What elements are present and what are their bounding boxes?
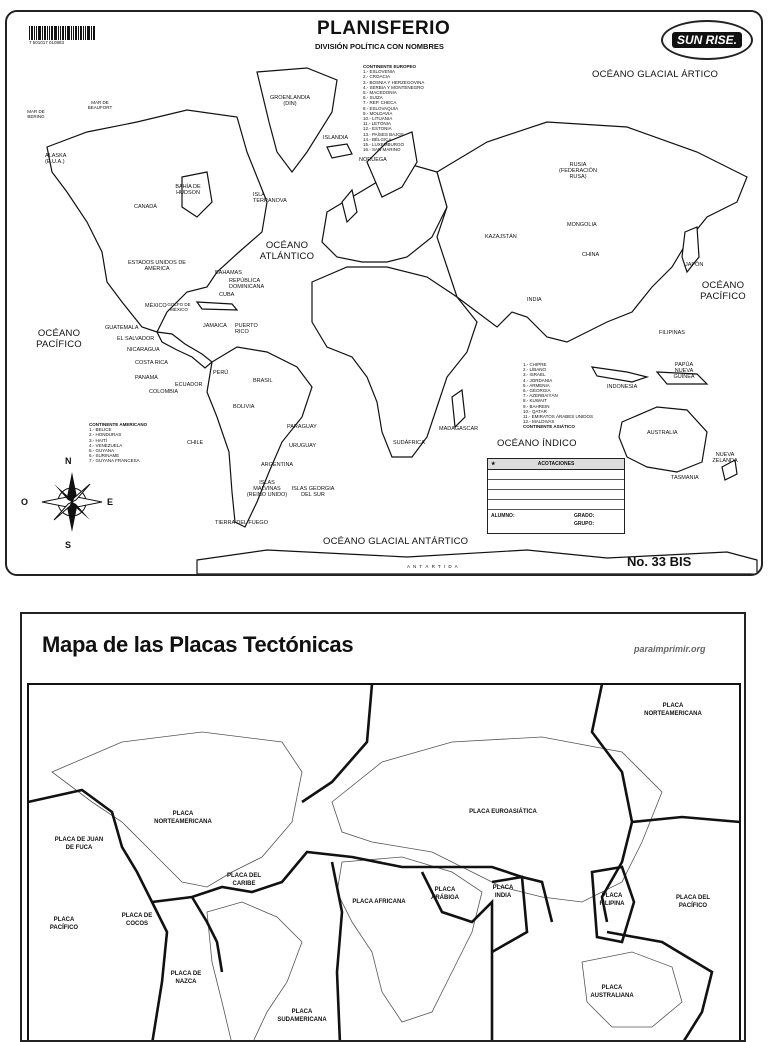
europe-list-item: 16.- SAN MARINO	[363, 147, 401, 153]
indonesia-shape	[592, 367, 647, 382]
asia-list-item: 9.- BAHREIN	[523, 403, 550, 409]
europe-list-item: 8.- ESLOVAQUIA	[363, 105, 399, 111]
label-uruguay: URUGUAY	[289, 443, 317, 449]
europe-list-item: 10.- LITUANIA	[363, 116, 393, 122]
label-ecuador: ECUADOR	[175, 382, 203, 388]
asia-list-item: 7.- AZERBAIYÁN	[523, 393, 558, 399]
asia-list-item: 12.- MALDIVAS	[523, 419, 555, 425]
greenland-shape	[257, 68, 337, 172]
notes-line[interactable]	[488, 480, 624, 490]
iceland-shape	[327, 144, 352, 158]
america-list-title: CONTINENTE AMERICANO	[89, 422, 148, 427]
north-america-shape	[47, 110, 267, 332]
plate-label-pacifico-left: PLACA PACÍFICO	[49, 917, 79, 931]
label-rep-dominicana: REPÚBLICA DOMINICANA	[229, 278, 265, 290]
label-mongolia: MONGOLIA	[567, 222, 597, 228]
america-list-item: 1.- BELICE	[89, 427, 112, 433]
star-icon: ★	[491, 461, 496, 467]
compass-east: E	[107, 497, 114, 507]
alumno-label: ALUMNO:	[491, 513, 515, 519]
asia-list-item: 8.- KUWAIT	[523, 398, 547, 404]
notes-box	[487, 458, 625, 534]
label-groenlandia: GROENLANDIA (DIN)	[270, 95, 311, 107]
asia-list-item: 10.- QATAR	[523, 408, 547, 414]
label-nicaragua: NICARAGUA	[127, 347, 160, 353]
europe-list-item: 7.- REP. CHECA	[363, 100, 397, 106]
tectonic-plates-map-sheet	[20, 612, 746, 1042]
america-list-item: 6.- SURINAME	[89, 453, 120, 459]
label-noruega: NORUEGA	[359, 157, 387, 163]
europe-list-item: 15.- LUXEMBURGO	[363, 142, 405, 148]
plate-label-filipina: PLACA FILIPINA	[599, 893, 625, 907]
cuba-shape	[197, 302, 237, 310]
label-nueva-zelanda: NUEVA ZELANDA	[712, 452, 738, 464]
label-georgia-sur: ISLAS GEORGIA DEL SUR	[291, 486, 335, 498]
label-tierra-fuego: TIERRA DEL FUEGO	[215, 520, 268, 526]
label-china: CHINA	[582, 252, 600, 258]
plate-label-arabiga: PLACA ARÁBIGA	[431, 887, 459, 901]
label-sudafrica: SUDÁFRICA	[393, 440, 425, 446]
asia-list-title: CONTINENTE ASIÁTICO	[523, 424, 575, 430]
europe-list-item: 11.- LETONIA	[363, 121, 391, 127]
plate-label-caribe: PLACA DEL CARIBE	[226, 873, 262, 887]
grado-label: GRADO:	[574, 513, 595, 519]
label-chile: CHILE	[187, 440, 204, 446]
planisferio-map-sheet	[5, 10, 763, 576]
compass-rose	[42, 472, 102, 532]
label-mexico: MÉXICO	[145, 303, 167, 309]
europe-list-items	[363, 69, 424, 152]
europe-list-item: 4.- SERBIA Y MONTENEGRO	[363, 84, 424, 90]
plate-label-sudamericana: PLACA SUDAMERICANA	[277, 1009, 327, 1023]
ocean-pacific-right: OCÉANO PACÍFICO	[700, 280, 746, 302]
asia-list-items	[523, 362, 593, 424]
europe-list-title: CONTINENTE EUROPEO	[363, 64, 417, 69]
grupo-label: GRUPO:	[574, 521, 594, 527]
ocean-atlantic: OCÉANO ATLÁNTICO	[259, 240, 315, 262]
label-filipinas: FILIPINAS	[659, 330, 685, 336]
label-usa: ESTADOS UNIDOS DE AMÉRICA	[128, 260, 186, 272]
label-indonesia: INDONESIA	[607, 384, 638, 390]
asia-list-item: 11.- EMIRATOS ÁRABES UNIDOS	[523, 414, 594, 420]
label-guatemala: GUATEMALA	[105, 325, 139, 331]
page-subtitle: DIVISIÓN POLÍTICA CON NOMBRES	[315, 42, 444, 51]
label-mar-bering: MAR DE BERING	[27, 109, 45, 119]
label-terranova: ISLA TERRANOVA	[253, 192, 287, 204]
label-el-salvador: EL SALVADOR	[117, 336, 155, 342]
label-tasmania: TASMANIA	[671, 475, 699, 481]
plate-label-africana: PLACA AFRICANA	[352, 899, 406, 905]
label-cuba: CUBA	[219, 292, 235, 298]
asia-list-item: 2.- LÍBANO	[523, 367, 547, 373]
asia-list	[523, 362, 593, 430]
label-bolivia: BOLIVIA	[233, 404, 255, 410]
plate-label-india: PLACA INDIA	[492, 885, 514, 899]
label-australia: AUSTRALIA	[647, 430, 678, 436]
compass-west: O	[21, 497, 29, 507]
label-japon: JAPÓN	[685, 262, 704, 268]
label-islandia: ISLANDIA	[323, 135, 349, 141]
plate-label-juan-de-fuca: PLACA DE JUAN DE FUCA	[54, 837, 104, 851]
label-peru: PERÚ	[213, 370, 229, 376]
europe-list-item: 2.- CROACIA	[363, 74, 391, 80]
plate-label-euroasiatica: PLACA EUROASIÁTICA	[469, 809, 537, 815]
europe-list-item: 13.- PAÍSES BAJOS	[363, 131, 404, 137]
label-bahia-hudson: BAHÍA DE HUDSON	[175, 184, 201, 196]
america-list	[89, 422, 147, 464]
compass-north: N	[65, 456, 72, 466]
label-bahamas: BAHAMAS	[215, 270, 242, 276]
asia-shape	[437, 122, 747, 342]
plate-label-australiana: PLACA AUSTRALIANA	[590, 985, 634, 999]
australia-shape	[619, 407, 707, 472]
asia-list-item: 4.- JORDANIA	[523, 377, 553, 383]
label-papua: PAPÚA NUEVA GUINEA	[673, 362, 695, 380]
europe-list-item: 9.- MOLDAVIA	[363, 110, 393, 116]
europe-list-item: 6.- SUIZA	[363, 95, 383, 101]
asia-list-item: 6.- GEORGIA	[523, 388, 551, 394]
label-alaska: ALASKA (E.U.A.)	[45, 153, 67, 165]
antarctica-label: A N T Á R T I D A	[407, 564, 459, 569]
america-list-item: 4.- VENEZUELA	[89, 442, 123, 448]
europe-list-item: 12.- ESTONIA	[363, 126, 392, 132]
label-mar-beaufort: MAR DE BEAUFORT	[87, 100, 113, 110]
label-rusia: RUSIA (FEDERACIÓN RUSA)	[559, 162, 597, 180]
label-canada: CANADÁ	[134, 204, 157, 210]
label-india: INDIA	[527, 297, 542, 303]
europe-list-item: 5.- MACEDONIA	[363, 90, 397, 96]
plate-label-pacifico-right: PLACA DEL PACÍFICO	[675, 895, 711, 909]
america-list-item: 5.- GUYANA	[89, 448, 115, 454]
tectonic-map-title: Mapa de las Placas Tectónicas	[42, 632, 354, 657]
notes-line[interactable]	[488, 500, 624, 510]
plate-label-nazca: PLACA DE NAZCA	[170, 971, 202, 985]
label-argentina: ARGENTINA	[261, 462, 294, 468]
ocean-indian: OCÉANO ÍNDICO	[497, 438, 577, 449]
asia-list-item: 3.- ISRAEL	[523, 372, 546, 378]
america-list-item: 2.- HONDURAS	[89, 432, 122, 438]
notes-line[interactable]	[488, 470, 624, 480]
label-jamaica: JAMAICA	[203, 323, 227, 329]
europe-list	[363, 64, 424, 152]
label-madagascar: MADAGASCAR	[439, 426, 479, 432]
madagascar-shape	[452, 390, 465, 427]
label-kazajstan: KAZAJSTÁN	[485, 234, 517, 240]
plate-label-norteamericana-top: PLACA NORTEAMERICANA	[644, 703, 702, 717]
label-panama: PANAMÁ	[135, 375, 158, 381]
america-list-items	[89, 427, 147, 463]
label-colombia: COLOMBIA	[149, 389, 179, 395]
notes-header-label: ACOTACIONES	[537, 461, 575, 467]
compass-south: S	[65, 540, 72, 550]
label-brasil: BRASIL	[253, 378, 273, 384]
america-list-item: 3.- HAITÍ	[89, 437, 108, 443]
europe-list-item: 1.- ESLOVENIA	[363, 69, 396, 75]
europe-list-item: 3.- BOSNIA Y HERZEGOVINA	[363, 79, 425, 85]
notes-line[interactable]	[488, 490, 624, 500]
barcode-number: 7 501017 010883	[29, 40, 65, 45]
ocean-antarctic: OCÉANO GLACIAL ANTÁRTICO	[323, 536, 469, 547]
ocean-arctic: OCÉANO GLACIAL ÁRTICO	[592, 69, 719, 80]
product-number: No. 33 BIS	[627, 554, 692, 569]
label-puerto-rico: PUERTO RICO	[235, 323, 258, 335]
asia-list-item: 5.- ARMENIA	[523, 382, 550, 388]
label-malvinas: ISLAS MALVINAS (REINO UNIDO)	[246, 480, 288, 498]
notes-footer	[488, 510, 624, 530]
notes-header	[488, 459, 624, 470]
america-list-item: 7.- GUYANA FRANCESA	[89, 458, 140, 464]
plate-label-cocos: PLACA DE COCOS	[121, 913, 153, 927]
page-title: PLANISFERIO	[317, 18, 451, 39]
tectonic-map-brand: paraimprimir.org	[634, 644, 706, 654]
brand-logo-text: SUN RISE.	[672, 32, 742, 48]
label-paraguay: PARAGUAY	[287, 424, 317, 430]
label-costa-rica: COSTA RICA	[135, 360, 168, 366]
europe-list-item: 14.- BÉLGICA	[363, 136, 392, 142]
plate-label-norteamericana: PLACA NORTEAMERICANA	[154, 811, 212, 825]
label-golfo-mexico: GOLFO DE MÉXICO	[167, 302, 191, 312]
asia-list-item: 1.- CHIPRE	[523, 362, 547, 367]
ocean-pacific-left: OCÉANO PACÍFICO	[36, 328, 82, 350]
